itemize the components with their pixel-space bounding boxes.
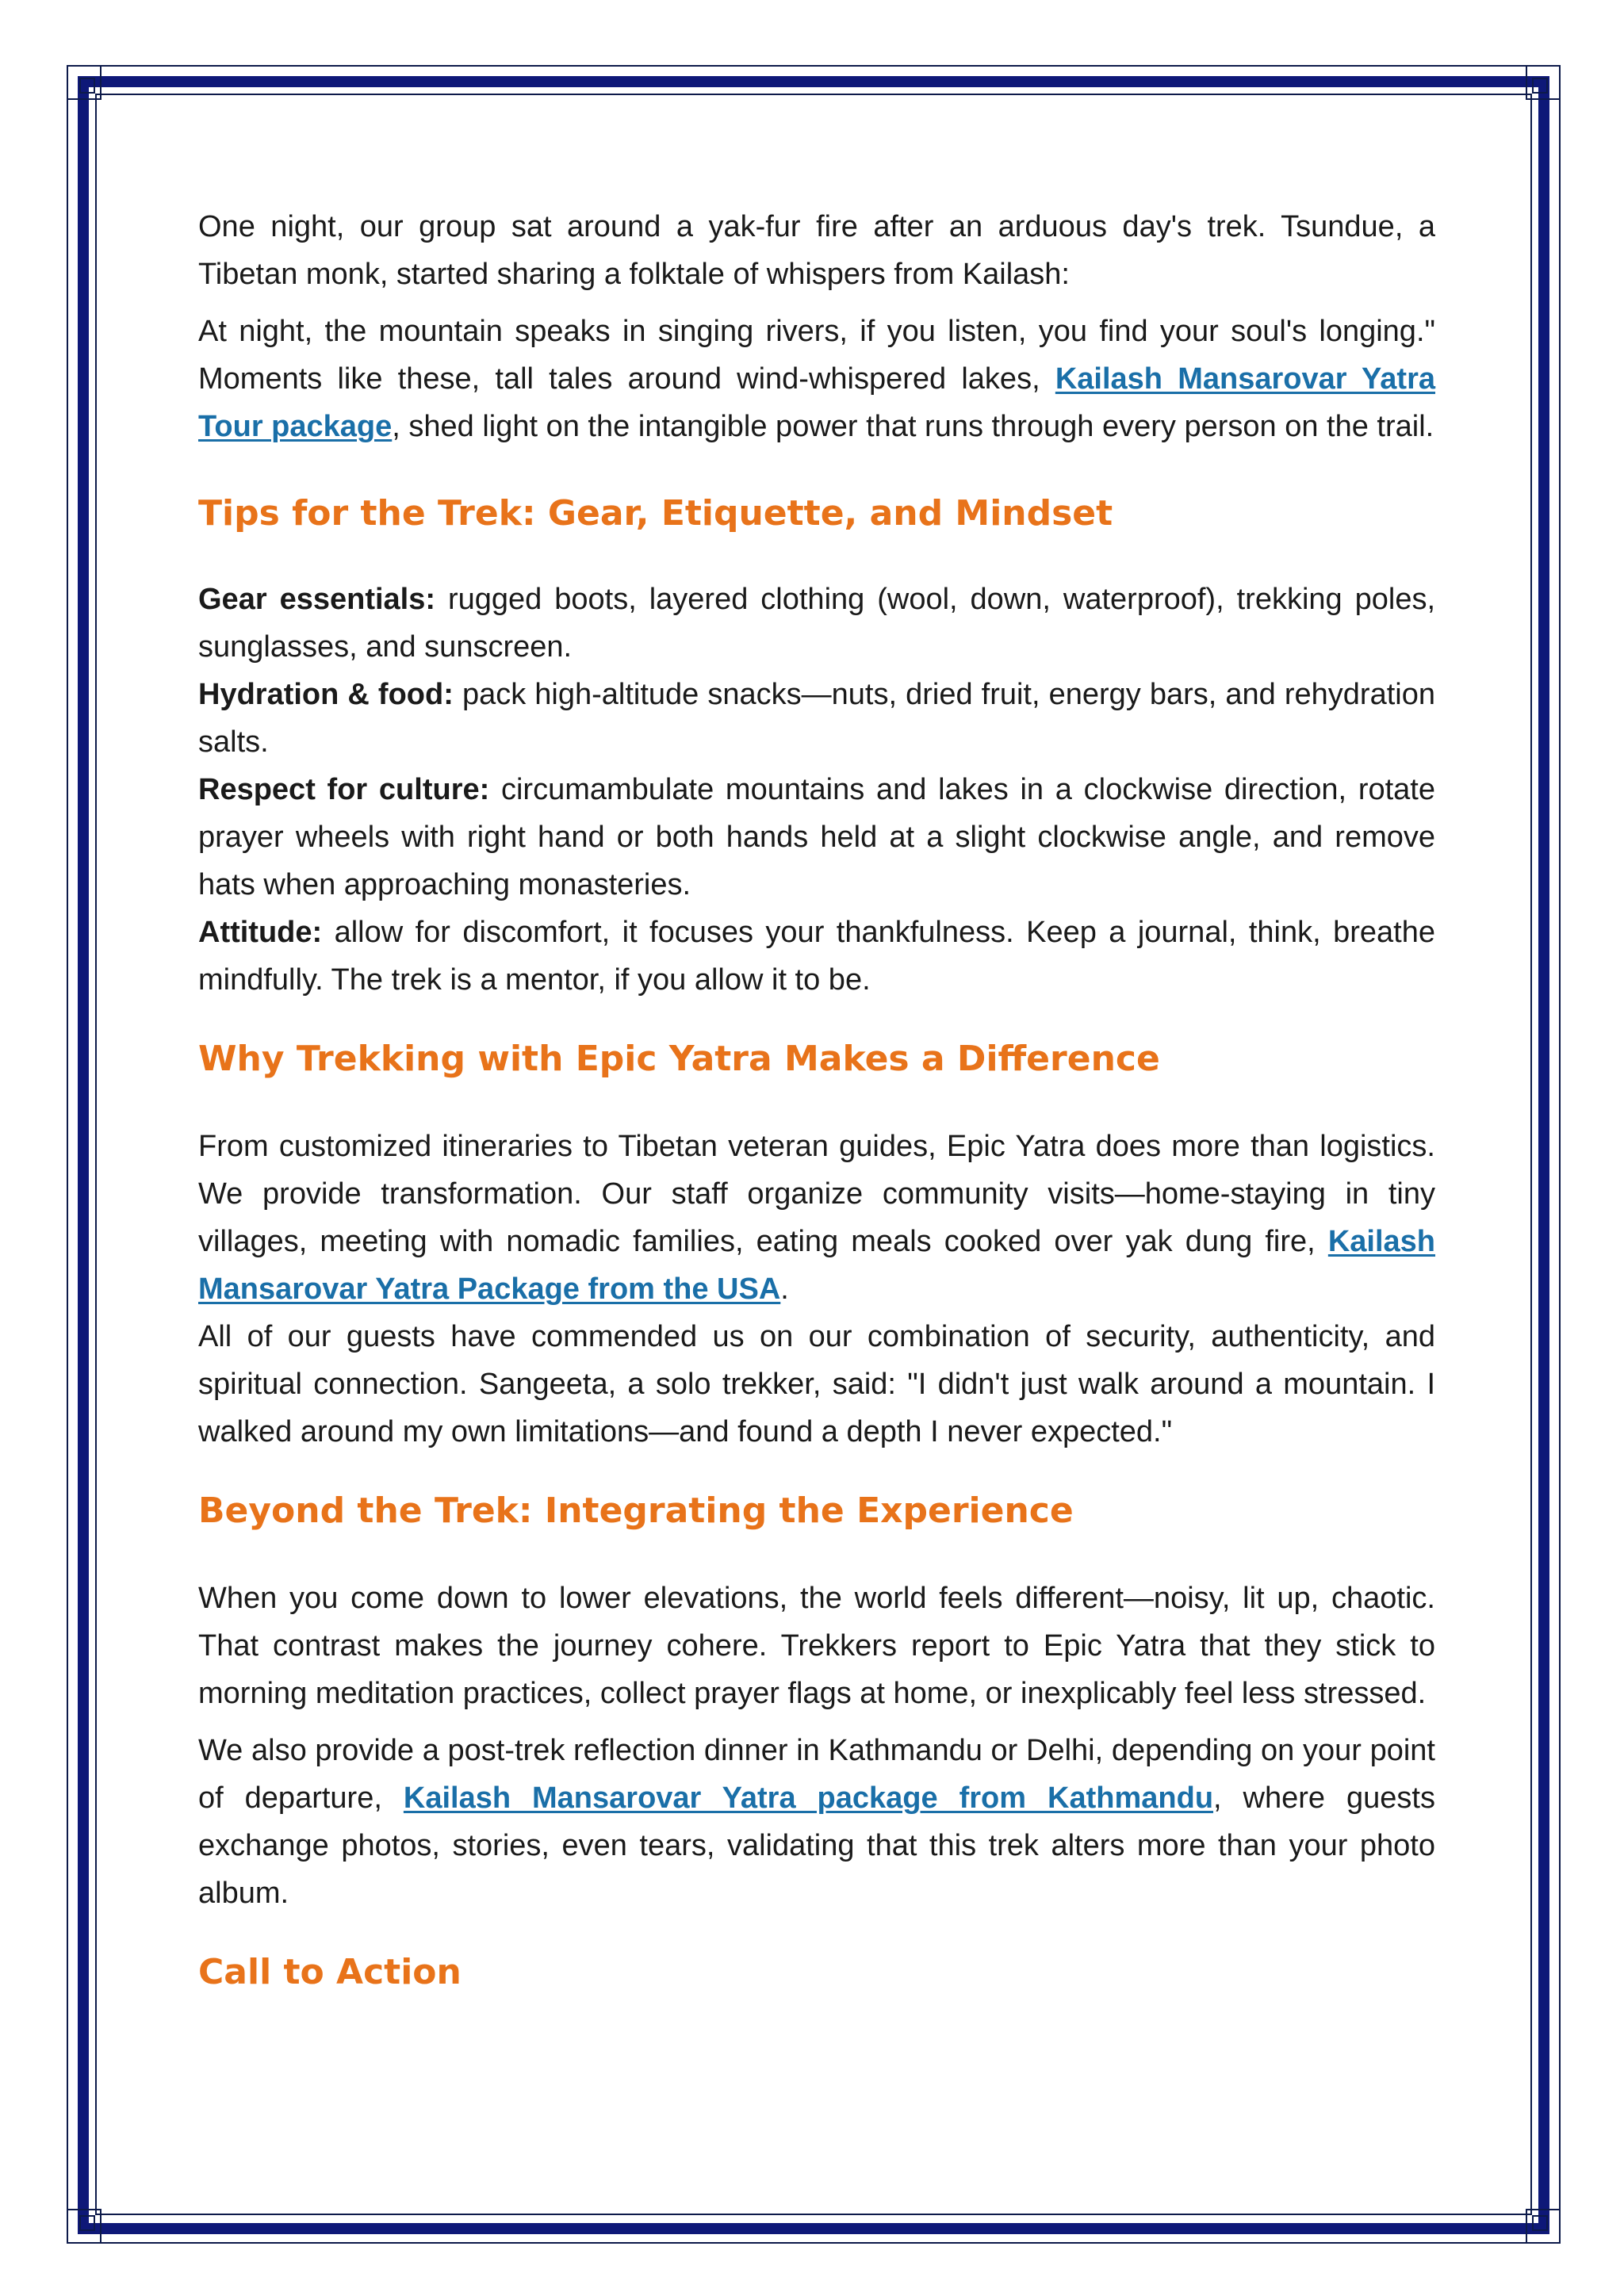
intro-section bbox=[198, 203, 1435, 450]
cta-heading: Call to Action bbox=[198, 1952, 462, 1992]
corner-ornament-top-left bbox=[67, 65, 102, 100]
why-paragraph-1: From customized itineraries to Tibetan veteran guides, Epic Yatra does more than logistics. We provide transformation. Our staff organize community visits—home-staying in tiny villages, meeting with nomadic families, eating meals cooked over yak dung fire, Kailash Mansarovar Yatra Package from the USA. bbox=[198, 1130, 1435, 1306]
tip-culture: Respect for culture: circumambulate mountains and lakes in a clockwise direction, rotate prayer wheels with right hand or both hands held at a slight clockwise angle, and remove hats when approaching monasteries. bbox=[198, 773, 1436, 901]
intro-paragraph-1: One night, our group sat around a yak-fur fire after an arduous day's trek. Tsundue, a Tibetan monk, started sharing a folktale of whispers from Kailash: bbox=[198, 210, 1435, 291]
tip-gear-label: Gear essentials: bbox=[198, 583, 436, 616]
why-heading: Why Trekking with Epic Yatra Makes a Difference bbox=[198, 1039, 1160, 1079]
corner-ornament-bottom-right bbox=[1526, 2209, 1561, 2244]
link-kailash-package-kathmandu[interactable]: Kailash Mansarovar Yatra package from Kathmandu bbox=[403, 1781, 1214, 1815]
beyond-paragraph-1: When you come down to lower elevations, the world feels different—noisy, lit up, chaotic. That contrast makes the journey cohere. Trekkers report to Epic Yatra that they stick to morning meditation practices, collect prayer flags at home, or inexplicably feel less stressed. bbox=[198, 1582, 1435, 1710]
tip-gear: Gear essentials: rugged boots, layered clothing (wool, down, waterproof), trekking poles, sunglasses, and sunscreen. bbox=[198, 583, 1436, 664]
why-section bbox=[198, 1035, 1435, 1456]
beyond-heading: Beyond the Trek: Integrating the Experience bbox=[198, 1490, 1074, 1531]
link-kailash-package-usa[interactable]: Kailash Mansarovar Yatra Package from the USA bbox=[198, 1225, 1435, 1306]
why-paragraph-2: All of our guests have commended us on our combination of security, authenticity, and spiritual connection. Sangeeta, a solo trekker, said: "I didn't just walk around a mountain. I walked around my own limitations—and found a depth I never expected." bbox=[198, 1320, 1435, 1448]
tip-hydration: Hydration & food: pack high-altitude snacks—nuts, dried fruit, energy bars, and rehydration salts. bbox=[198, 678, 1435, 759]
cta-section bbox=[198, 1949, 1435, 1996]
tip-attitude-label: Attitude: bbox=[198, 916, 323, 949]
beyond-section bbox=[198, 1487, 1435, 1917]
tip-attitude: Attitude: allow for discomfort, it focuses your thankfulness. Keep a journal, think, breathe mindfully. The trek is a mentor, if you allow it to be. bbox=[198, 916, 1435, 997]
corner-ornament-top-right bbox=[1526, 65, 1561, 100]
tips-section bbox=[198, 490, 1435, 1004]
document-body bbox=[198, 203, 1435, 1996]
tips-heading: Tips for the Trek: Gear, Etiquette, and Mindset bbox=[198, 493, 1113, 534]
intro-paragraph-2: At night, the mountain speaks in singing rivers, if you listen, you find your soul's longing." Moments like these, tall tales around wind-whispered lakes, Kailash Mansarovar Yatra Tour package, shed light on the intangible power that runs through every person on the trail. bbox=[198, 315, 1435, 443]
tip-culture-label: Respect for culture: bbox=[198, 773, 490, 806]
link-kailash-tour-package[interactable]: Kailash Mansarovar Yatra Tour package bbox=[198, 362, 1435, 443]
beyond-paragraph-2: We also provide a post-trek reflection dinner in Kathmandu or Delhi, depending on your point of departure, Kailash Mansarovar Yatra package from Kathmandu, where guests exchange photos, stories, even tears, validating that this trek alters more than your photo album. bbox=[198, 1734, 1435, 1910]
corner-ornament-bottom-left bbox=[67, 2209, 102, 2244]
tip-hydration-label: Hydration & food: bbox=[198, 678, 454, 711]
